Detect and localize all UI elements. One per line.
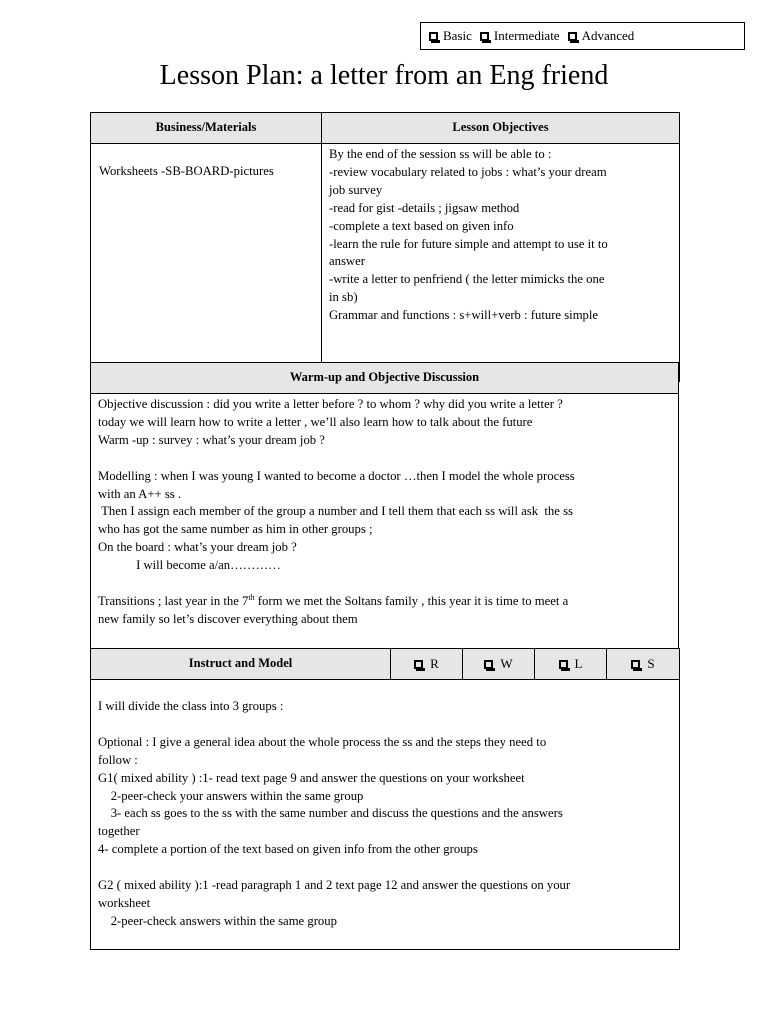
level-advanced-label: Advanced bbox=[581, 28, 635, 43]
warmup-line: Warm -up : survey : what’s your dream job ? bbox=[98, 432, 325, 447]
instruct-blank bbox=[98, 859, 679, 877]
instruct-line: G2 ( mixed ability ):1 -read paragraph 1 and 2 text page 12 and answer the questions on your bbox=[98, 878, 571, 893]
objective-line: -read for gist -details ; jigsaw method bbox=[329, 200, 520, 215]
checkbox-icon bbox=[414, 660, 423, 669]
skill-label: R bbox=[430, 656, 439, 672]
materials-header: Business/Materials bbox=[91, 113, 322, 144]
skill-reading[interactable] bbox=[391, 649, 463, 680]
level-selector bbox=[420, 22, 745, 50]
objective-line: -learn the rule for future simple and attempt to use it to bbox=[329, 236, 608, 251]
level-intermediate[interactable] bbox=[480, 28, 560, 44]
warmup-blank bbox=[98, 450, 678, 468]
objectives-header: Lesson Objectives bbox=[322, 113, 680, 144]
objective-line: -complete a text based on given info bbox=[329, 218, 514, 233]
skill-speaking[interactable] bbox=[607, 649, 680, 680]
instruct-line: 4- complete a portion of the text based on given info from the other groups bbox=[98, 842, 478, 857]
objective-line: By the end of the session ss will be able to : bbox=[329, 147, 552, 161]
checkbox-icon bbox=[631, 660, 640, 669]
transition-line-2: new family so let’s discover everything about them bbox=[98, 611, 358, 626]
level-intermediate-label: Intermediate bbox=[493, 28, 560, 43]
checkbox-icon bbox=[480, 32, 489, 41]
transition-text-a: Transitions ; last year in the 7 bbox=[98, 593, 249, 608]
transition-line bbox=[98, 593, 678, 611]
warmup-table bbox=[90, 362, 679, 650]
materials-text: Worksheets -SB-BOARD-pictures bbox=[99, 164, 274, 178]
warmup-line: Then I assign each member of the group a number and I tell them that each ss will ask the ss bbox=[98, 504, 573, 519]
warmup-line: Objective discussion : did you write a letter before ? to whom ? why did you write a letter ? bbox=[98, 397, 563, 411]
instruct-line: 2-peer-check your answers within the same group bbox=[98, 788, 364, 803]
instruct-header: Instruct and Model bbox=[91, 649, 391, 680]
skill-label: W bbox=[500, 656, 513, 672]
instruct-table bbox=[90, 648, 680, 950]
objective-line: -write a letter to penfriend ( the letter mimicks the one bbox=[329, 272, 605, 287]
warmup-line: today we will learn how to write a letter , we’ll also learn how to talk about the future bbox=[98, 414, 533, 429]
objective-line: in sb) bbox=[329, 290, 358, 305]
instruct-line: 2-peer-check answers within the same group bbox=[98, 913, 337, 928]
skill-label: L bbox=[574, 656, 583, 672]
checkbox-icon bbox=[568, 32, 577, 41]
level-basic-label: Basic bbox=[443, 28, 472, 43]
instruct-line: follow : bbox=[98, 752, 138, 767]
level-advanced[interactable] bbox=[568, 28, 635, 44]
level-basic[interactable] bbox=[429, 28, 472, 44]
warmup-cell bbox=[91, 394, 679, 650]
warmup-line: I will become a/an………… bbox=[98, 558, 281, 573]
transition-text-b: form we met the Soltans family , this year it is time to meet a bbox=[254, 593, 569, 608]
objective-line: job survey bbox=[329, 182, 383, 197]
skill-listening[interactable] bbox=[535, 649, 607, 680]
warmup-blank bbox=[98, 575, 678, 593]
instruct-line: together bbox=[98, 824, 140, 839]
instruct-line: 3- each ss goes to the ss with the same number and discuss the questions and the answers bbox=[98, 806, 563, 821]
instruct-line: Optional : I give a general idea about the whole process the ss and the steps they need to bbox=[98, 734, 547, 749]
checkbox-icon bbox=[429, 32, 438, 41]
objective-line: -review vocabulary related to jobs : what’s your dream bbox=[329, 164, 607, 179]
warmup-header: Warm-up and Objective Discussion bbox=[91, 363, 679, 394]
objectives-table bbox=[90, 112, 680, 382]
warmup-line: Modelling : when I was young I wanted to become a doctor …then I model the whole process bbox=[98, 468, 575, 483]
skill-writing[interactable] bbox=[463, 649, 535, 680]
page-title: Lesson Plan: a letter from an Eng friend bbox=[159, 60, 609, 91]
checkbox-icon bbox=[559, 660, 568, 669]
objectives-cell bbox=[322, 144, 680, 382]
objective-line: Grammar and functions : s+will+verb : future simple bbox=[329, 308, 599, 323]
instruct-line: worksheet bbox=[98, 895, 151, 910]
warmup-line: with an A++ ss . bbox=[98, 486, 182, 501]
instruct-line: I will divide the class into 3 groups : bbox=[98, 699, 284, 713]
instruct-blank bbox=[98, 716, 679, 734]
transition-sup: th bbox=[248, 592, 255, 602]
warmup-line: who has got the same number as him in other groups ; bbox=[98, 522, 373, 537]
materials-cell bbox=[91, 144, 322, 382]
warmup-line: On the board : what’s your dream job ? bbox=[98, 540, 297, 555]
checkbox-icon bbox=[484, 660, 493, 669]
instruct-line: G1( mixed ability ) :1- read text page 9 and answer the questions on your worksheet bbox=[98, 770, 525, 785]
objective-line: answer bbox=[329, 254, 365, 269]
skill-label: S bbox=[647, 656, 655, 672]
instruct-cell bbox=[91, 680, 680, 950]
